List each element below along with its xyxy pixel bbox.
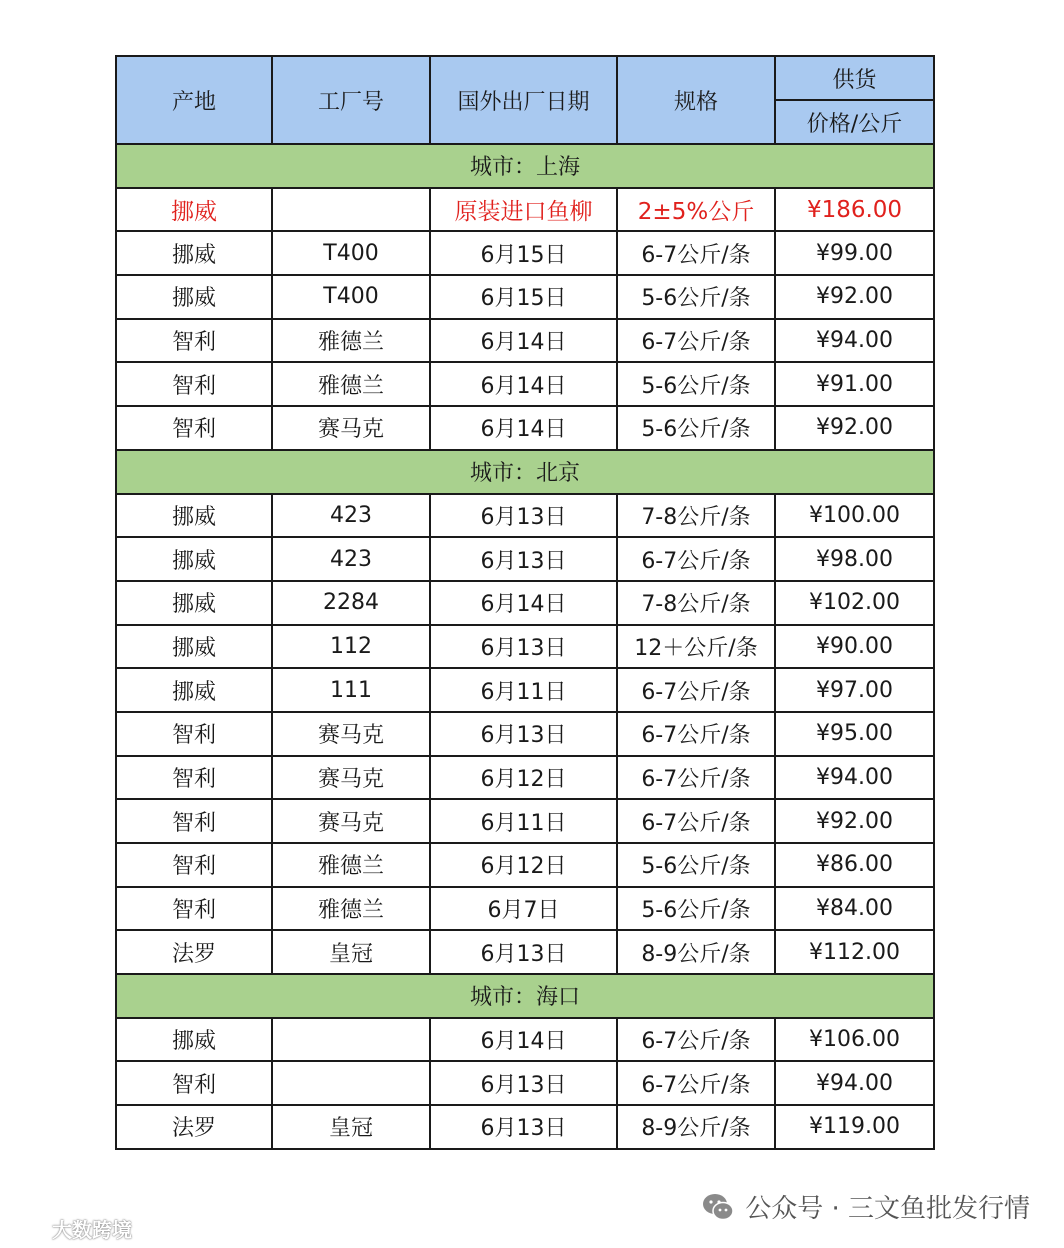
cell-factory: [272, 1061, 430, 1105]
table-row: [116, 799, 934, 843]
cell-origin: 挪威: [116, 537, 272, 581]
table-row: [116, 319, 934, 363]
cell-date: 6月7日: [430, 887, 617, 931]
cell-date: 6月14日: [430, 1018, 617, 1062]
cell-spec: 6-7公斤/条: [617, 799, 775, 843]
cell-origin: 智利: [116, 362, 272, 406]
cell-date: 6月12日: [430, 756, 617, 800]
cell-price: ¥94.00: [775, 756, 934, 800]
cell-date: 6月14日: [430, 362, 617, 406]
table-row: [116, 275, 934, 319]
brand-logo: [8, 1214, 132, 1243]
cell-origin: 智利: [116, 406, 272, 450]
cell-spec: 6-7公斤/条: [617, 537, 775, 581]
cell-price: ¥97.00: [775, 668, 934, 712]
city-label: 城市：上海: [116, 144, 934, 188]
wechat-icon: [701, 1190, 735, 1224]
table-row: [116, 537, 934, 581]
cell-factory: 赛马克: [272, 756, 430, 800]
cell-factory: 423: [272, 537, 430, 581]
cell-price: ¥100.00: [775, 494, 934, 538]
cell-price: ¥102.00: [775, 581, 934, 625]
cell-spec: 7-8公斤/条: [617, 494, 775, 538]
cell-factory: [272, 1018, 430, 1062]
city-label: 城市：海口: [116, 974, 934, 1018]
cell-date: 6月12日: [430, 843, 617, 887]
cell-spec: 12＋公斤/条: [617, 625, 775, 669]
table-row: [116, 712, 934, 756]
cell-spec: 2±5%公斤: [617, 188, 775, 232]
cell-origin: 智利: [116, 843, 272, 887]
cell-date: 6月14日: [430, 581, 617, 625]
cell-spec: 7-8公斤/条: [617, 581, 775, 625]
header-origin: 产地: [116, 56, 272, 144]
cell-origin: 智利: [116, 712, 272, 756]
cell-price: ¥95.00: [775, 712, 934, 756]
cell-spec: 6-7公斤/条: [617, 231, 775, 275]
table-row: [116, 668, 934, 712]
city-label: 城市：北京: [116, 450, 934, 494]
cell-date: 6月11日: [430, 799, 617, 843]
cell-origin: 挪威: [116, 275, 272, 319]
cell-price: ¥92.00: [775, 275, 934, 319]
cell-factory: 112: [272, 625, 430, 669]
cell-date: 6月13日: [430, 712, 617, 756]
cell-spec: 6-7公斤/条: [617, 756, 775, 800]
cell-factory: 皇冠: [272, 1105, 430, 1149]
header-spec: 规格: [617, 56, 775, 144]
cell-origin: 挪威: [116, 231, 272, 275]
cell-origin: 智利: [116, 887, 272, 931]
header-supply: 供货: [775, 56, 934, 100]
cell-price: ¥84.00: [775, 887, 934, 931]
cell-factory: 雅德兰: [272, 362, 430, 406]
cell-date: 6月15日: [430, 231, 617, 275]
table-body: [116, 144, 934, 1149]
table-row: [116, 1061, 934, 1105]
cell-price: ¥86.00: [775, 843, 934, 887]
cell-spec: 6-7公斤/条: [617, 1061, 775, 1105]
cell-origin: 挪威: [116, 1018, 272, 1062]
city-row: [116, 144, 934, 188]
cell-factory: 雅德兰: [272, 887, 430, 931]
cell-spec: 5-6公斤/条: [617, 887, 775, 931]
cell-factory: 雅德兰: [272, 319, 430, 363]
cell-spec: 8-9公斤/条: [617, 1105, 775, 1149]
cell-factory: 赛马克: [272, 799, 430, 843]
city-row: [116, 974, 934, 1018]
cell-date: 6月15日: [430, 275, 617, 319]
cell-origin: 挪威: [116, 668, 272, 712]
cell-origin: 智利: [116, 1061, 272, 1105]
brand-logo-text: 大数跨境: [52, 1218, 132, 1242]
table-row: [116, 1105, 934, 1149]
cell-price: ¥106.00: [775, 1018, 934, 1062]
cell-date: 6月11日: [430, 668, 617, 712]
cell-date: 6月13日: [430, 625, 617, 669]
cell-spec: 5-6公斤/条: [617, 275, 775, 319]
cell-price: ¥94.00: [775, 1061, 934, 1105]
cell-date: 6月14日: [430, 406, 617, 450]
cell-origin: 挪威: [116, 188, 272, 232]
header-factory: 工厂号: [272, 56, 430, 144]
city-row: [116, 450, 934, 494]
cell-price: ¥94.00: [775, 319, 934, 363]
cell-factory: 雅德兰: [272, 843, 430, 887]
cell-price: ¥90.00: [775, 625, 934, 669]
cell-price: ¥98.00: [775, 537, 934, 581]
cell-factory: 赛马克: [272, 712, 430, 756]
table-header: [116, 56, 934, 144]
cell-factory: 423: [272, 494, 430, 538]
cell-spec: 6-7公斤/条: [617, 319, 775, 363]
cell-factory: [272, 188, 430, 232]
cell-spec: 6-7公斤/条: [617, 668, 775, 712]
cell-date: 6月13日: [430, 1061, 617, 1105]
cell-spec: 6-7公斤/条: [617, 712, 775, 756]
cell-spec: 5-6公斤/条: [617, 362, 775, 406]
cell-origin: 法罗: [116, 930, 272, 974]
cell-spec: 5-6公斤/条: [617, 406, 775, 450]
table-row: [116, 756, 934, 800]
cell-origin: 智利: [116, 319, 272, 363]
cell-price: ¥92.00: [775, 406, 934, 450]
watermark-text: 公众号 · 三文鱼批发行情: [745, 1194, 1030, 1224]
brand-logo-icon: [8, 1216, 48, 1242]
table-row: [116, 581, 934, 625]
cell-factory: T400: [272, 275, 430, 319]
cell-spec: 6-7公斤/条: [617, 1018, 775, 1062]
cell-date: 原装进口鱼柳: [430, 188, 617, 232]
cell-origin: 法罗: [116, 1105, 272, 1149]
table-row: [116, 887, 934, 931]
header-price: 价格/公斤: [775, 100, 934, 144]
table-row: [116, 843, 934, 887]
cell-price: ¥186.00: [775, 188, 934, 232]
cell-date: 6月13日: [430, 494, 617, 538]
account-watermark: [701, 1188, 1030, 1225]
cell-origin: 智利: [116, 799, 272, 843]
header-date: 国外出厂日期: [430, 56, 617, 144]
table-row: [116, 1018, 934, 1062]
cell-price: ¥92.00: [775, 799, 934, 843]
table-row: [116, 625, 934, 669]
cell-price: ¥112.00: [775, 930, 934, 974]
table-row: [116, 231, 934, 275]
cell-spec: 5-6公斤/条: [617, 843, 775, 887]
cell-factory: T400: [272, 231, 430, 275]
cell-origin: 挪威: [116, 625, 272, 669]
table-row: [116, 406, 934, 450]
cell-origin: 挪威: [116, 494, 272, 538]
table-row: [116, 494, 934, 538]
cell-origin: 挪威: [116, 581, 272, 625]
featured-row: [116, 188, 934, 232]
price-table: [115, 55, 935, 1150]
cell-price: ¥91.00: [775, 362, 934, 406]
cell-factory: 2284: [272, 581, 430, 625]
cell-spec: 8-9公斤/条: [617, 930, 775, 974]
table-row: [116, 930, 934, 974]
cell-date: 6月13日: [430, 1105, 617, 1149]
cell-date: 6月13日: [430, 537, 617, 581]
cell-date: 6月14日: [430, 319, 617, 363]
cell-price: ¥99.00: [775, 231, 934, 275]
cell-price: ¥119.00: [775, 1105, 934, 1149]
cell-factory: 皇冠: [272, 930, 430, 974]
cell-factory: 111: [272, 668, 430, 712]
table-row: [116, 362, 934, 406]
cell-date: 6月13日: [430, 930, 617, 974]
cell-factory: 赛马克: [272, 406, 430, 450]
cell-origin: 智利: [116, 756, 272, 800]
